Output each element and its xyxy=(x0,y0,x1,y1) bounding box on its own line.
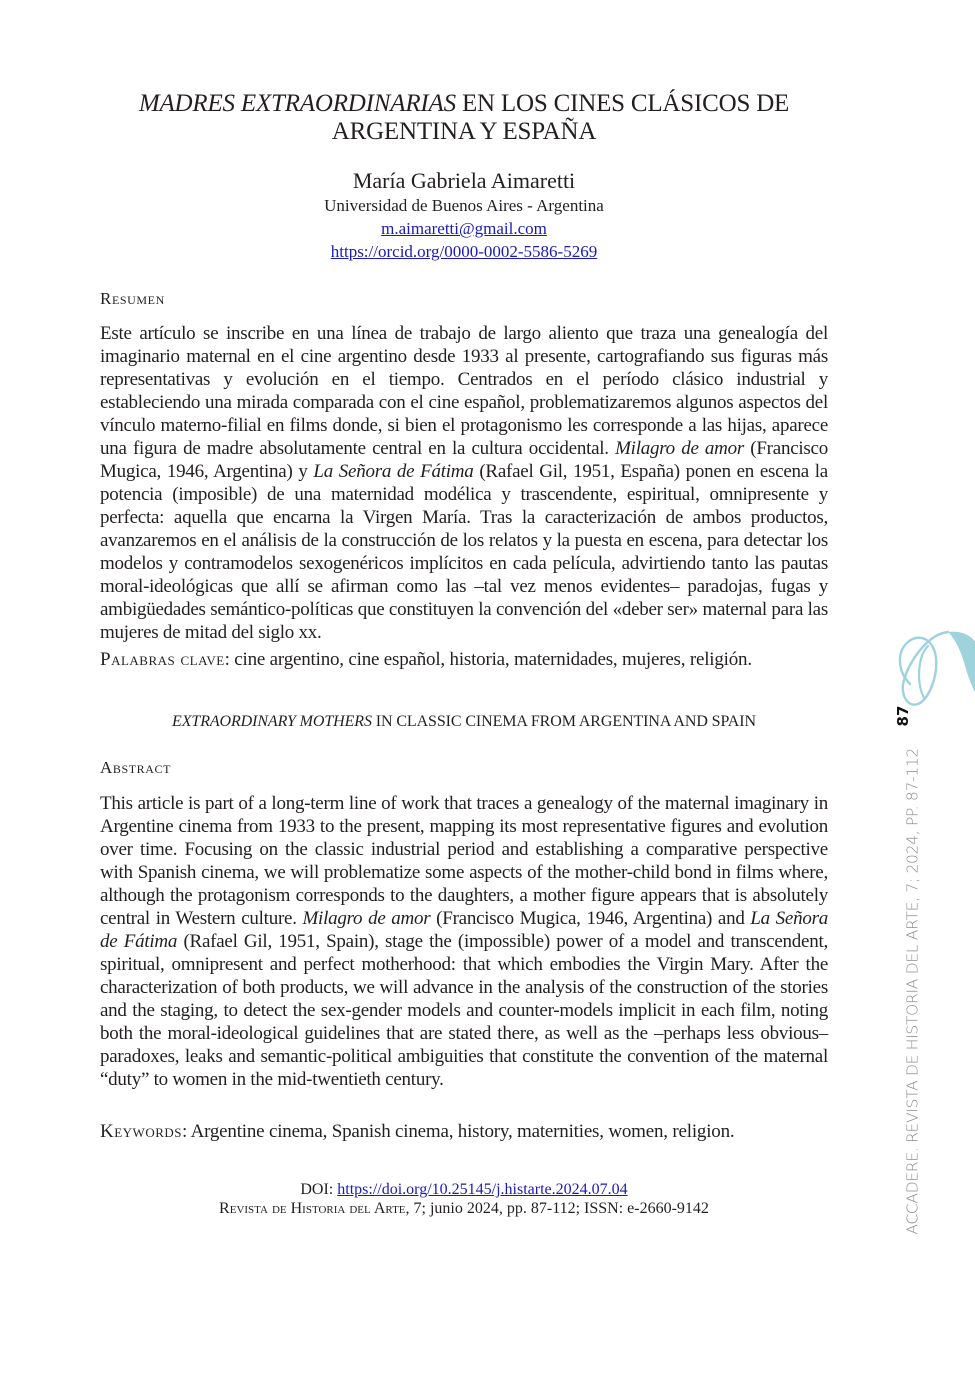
palabras-clave-list: : cine argentino, cine español, historia, maternidades, mujeres, religión. xyxy=(224,649,752,670)
author-email-link[interactable]: m.aimaretti@gmail.com xyxy=(381,219,547,238)
abstract-heading: Abstract xyxy=(100,758,172,777)
resumen-film-2: La Señora de Fátima xyxy=(313,461,474,482)
keywords-list: : Argentine cinema, Spanish cinema, history, maternities, women, religion. xyxy=(182,1121,735,1142)
title-line2: ARGENTINA Y ESPAÑA xyxy=(331,118,597,145)
palabras-clave xyxy=(100,648,840,671)
author-block xyxy=(100,168,828,263)
palabras-clave-label: Palabras clave xyxy=(100,649,225,670)
author-orcid-link[interactable]: https://orcid.org/0000-0002-5586-5269 xyxy=(330,242,598,261)
keywords-label: Keywords xyxy=(100,1121,182,1142)
abstract-text-1: This article is part of a long-term line of work that traces a genealogy of the maternal imaginary in Argentine cinema from 1933 to the present, mapping its most representative figures and evolution over time. Focusing on the classic industrial period and establishing a comparative perspective with Spanish cinema, we will problematize some aspects of the mother-child bond in films where, although the protagonism corresponds to the daughters, a mother figure appears that is absolutely central in Western culture. xyxy=(100,793,828,929)
doi-label: DOI: xyxy=(300,1181,338,1198)
abstract-paragraph xyxy=(100,792,828,1091)
abstract-film-1: Milagro de amor xyxy=(302,908,431,929)
author-name: María Gabriela Aimaretti xyxy=(352,168,576,193)
resumen-text-3: (Rafael Gil, 1951, España) ponen en escena la potencia (imposible) de una maternidad modélica y trascendente, espiritual, omnipresente y perfecta: aquella que encarna la Virgen María. Tras la caracterización de ambos productos, avanzaremos en el análisis de la construcción de los relatos y la puesta en escena, para detectar los modelos y contramodelos sexogenéricos implícitos en cada película, advirtiendo tanto las pautas moral-ideológicas que allí se afirman como las –tal vez menos evidentes– paradojas, fugas y ambigüedades semántico-políticas que constituyen la convención del «deber ser» maternal para las mujeres de mitad del siglo xx. xyxy=(100,461,828,643)
page-number: 87 xyxy=(894,705,912,727)
journal-name: Revista de Historia del Arte xyxy=(219,1200,406,1217)
title-rest: EN LOS CINES CLÁSICOS DE xyxy=(455,90,790,117)
citation-footer xyxy=(100,1180,828,1218)
abstract-film-2: La Señora de Fátima xyxy=(100,908,829,952)
keywords xyxy=(100,1120,840,1143)
resumen-heading: Resumen xyxy=(100,289,165,308)
doi-link[interactable]: https://doi.org/10.25145/j.histarte.2024.07.04 xyxy=(337,1181,628,1198)
resumen-film-1: Milagro de amor xyxy=(615,438,745,459)
resumen-text-1: Este artículo se inscribe en una línea de trabajo de largo aliento que traza una genealogía del imaginario maternal en el cine argentino desde 1933 al presente, cartografiando sus figuras más representativas y evolución en el tiempo. Centrados en el período clásico industrial y estableciendo una mirada comparada con el cine español, problematizaremos algunos aspectos del vínculo materno-filial en films donde, si bien el protagonismo les corresponde a las hijas, aparece una figura de madre absolutamente central en la cultura occidental. xyxy=(100,323,828,459)
english-title xyxy=(100,713,828,731)
journal-details: , 7; junio 2024, pp. 87-112; ISSN: e-2660-9142 xyxy=(405,1200,709,1217)
english-title-rest: IN CLASSIC CINEMA FROM ARGENTINA AND SPAIN xyxy=(371,713,756,730)
resumen-text-2: (Francisco Mugica, 1946, Argentina) y xyxy=(100,438,828,482)
author-affiliation: Universidad de Buenos Aires - Argentina xyxy=(324,196,604,215)
resumen-paragraph xyxy=(100,322,828,644)
running-head-text: ACCADERE. REVISTA DE HISTORIA DEL ARTE, 7; 2024, PP. 87-112 xyxy=(904,748,922,1235)
english-title-italic: EXTRAORDINARY MOTHERS xyxy=(172,713,372,730)
abstract-text-3: (Rafael Gil, 1951, Spain), stage the (impossible) power of a model and transcendent, spiritual, omnipresent and perfect motherhood: that which embodies the Virgin Mary. After the characterization of both products, we will advance in the analysis of the construction of the stories and the staging, to detect the sex-gender models and counter-models implicit in each film, noting both the moral-ideological guidelines that are stated there, as well as the –perhaps less obvious–paradoxes, leaks and semantic-political ambiguities that constitute the convention of the maternal “duty” to women in the mid-twentieth century. xyxy=(100,931,828,1090)
article-title xyxy=(100,90,828,146)
abstract-text-2: (Francisco Mugica, 1946, Argentina) and xyxy=(430,908,751,929)
title-italic: MADRES EXTRAORDINARIAS xyxy=(138,90,456,117)
